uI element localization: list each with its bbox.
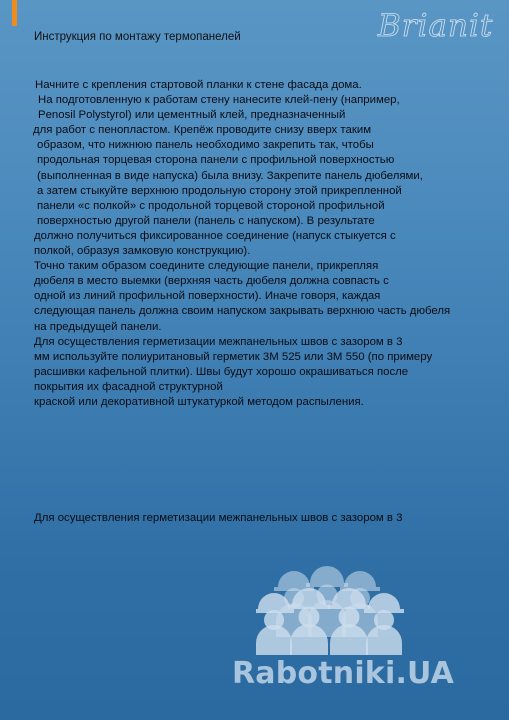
text-line: мм используйте полиуритановый герметик 3M 525 или 3M 550 (по примеру — [34, 350, 433, 363]
text-line: одной из линий профильной поверхности). Иначе говоря, каждая — [34, 290, 381, 303]
text-line: дюбеля в место выемки (верхняя часть дюбеля должна совпасть с — [34, 275, 389, 288]
brianit-logo: Brianit — [378, 8, 494, 44]
text-line: а затем стыкуйте верхнюю продольную сторону этой прикрепленной — [37, 184, 402, 197]
text-line: на предыдущей панели. — [34, 320, 162, 333]
text-line: На подготовленную к работам стену нанесите клей-пену (например, — [38, 94, 400, 107]
instruction-text — [0, 78, 509, 526]
text-line: краской или декоративной штукатуркой методом распыления. — [34, 395, 364, 408]
rabotniki-watermark: Rabotniki.UA — [232, 656, 455, 691]
text-line: следующая панель должна своим напуском закрывать верхнюю часть дюбеля — [34, 305, 451, 318]
text-line: покрытия их фасадной структурной — [34, 380, 223, 393]
text-line: панели «с полкой» с продольной торцевой стороной профильной — [37, 199, 385, 212]
text-line: (выполненная в виде напуска) была внизу. Закрепите панель дюбелями, — [37, 169, 423, 182]
text-line: продольная торцевая сторона панели с профильной поверхностью — [37, 154, 395, 167]
accent-bar — [12, 0, 17, 26]
text-line: Для осуществления герметизации межпанельных швов с зазором в 3 — [34, 335, 403, 348]
text-line: Penosil Polystyrol) или цементный клей, предназначенный — [38, 109, 346, 122]
text-line: Начните с крепления стартовой планки к стене фасада дома. — [35, 79, 362, 91]
text-line: для работ с пенопластом. Крепёж проводите снизу вверх таким — [33, 124, 372, 137]
text-line: Точно таким образом соедините следующие панели, прикрепляя — [34, 260, 379, 273]
document-title: Инструкция по монтажу термопанелей — [34, 31, 241, 43]
text-line: должно получиться фиксированное соединение (напуск стыкуется с — [34, 229, 396, 242]
text-line: поверхностью другой панели (панель с напуском). В результате — [37, 214, 375, 227]
text-line: образом, что нижнюю панель необходимо закрепить так, чтобы — [37, 139, 374, 152]
workers-in-hardhats-icon — [256, 565, 406, 655]
text-line: полкой, образуя замковую конструкцию). — [34, 245, 251, 258]
text-line: Для осуществления герметизации межпанельных швов с зазором в 3 — [34, 512, 403, 525]
text-line: расшивки кафельной плитки). Швы будут хорошо окрашиваться после — [34, 365, 409, 378]
